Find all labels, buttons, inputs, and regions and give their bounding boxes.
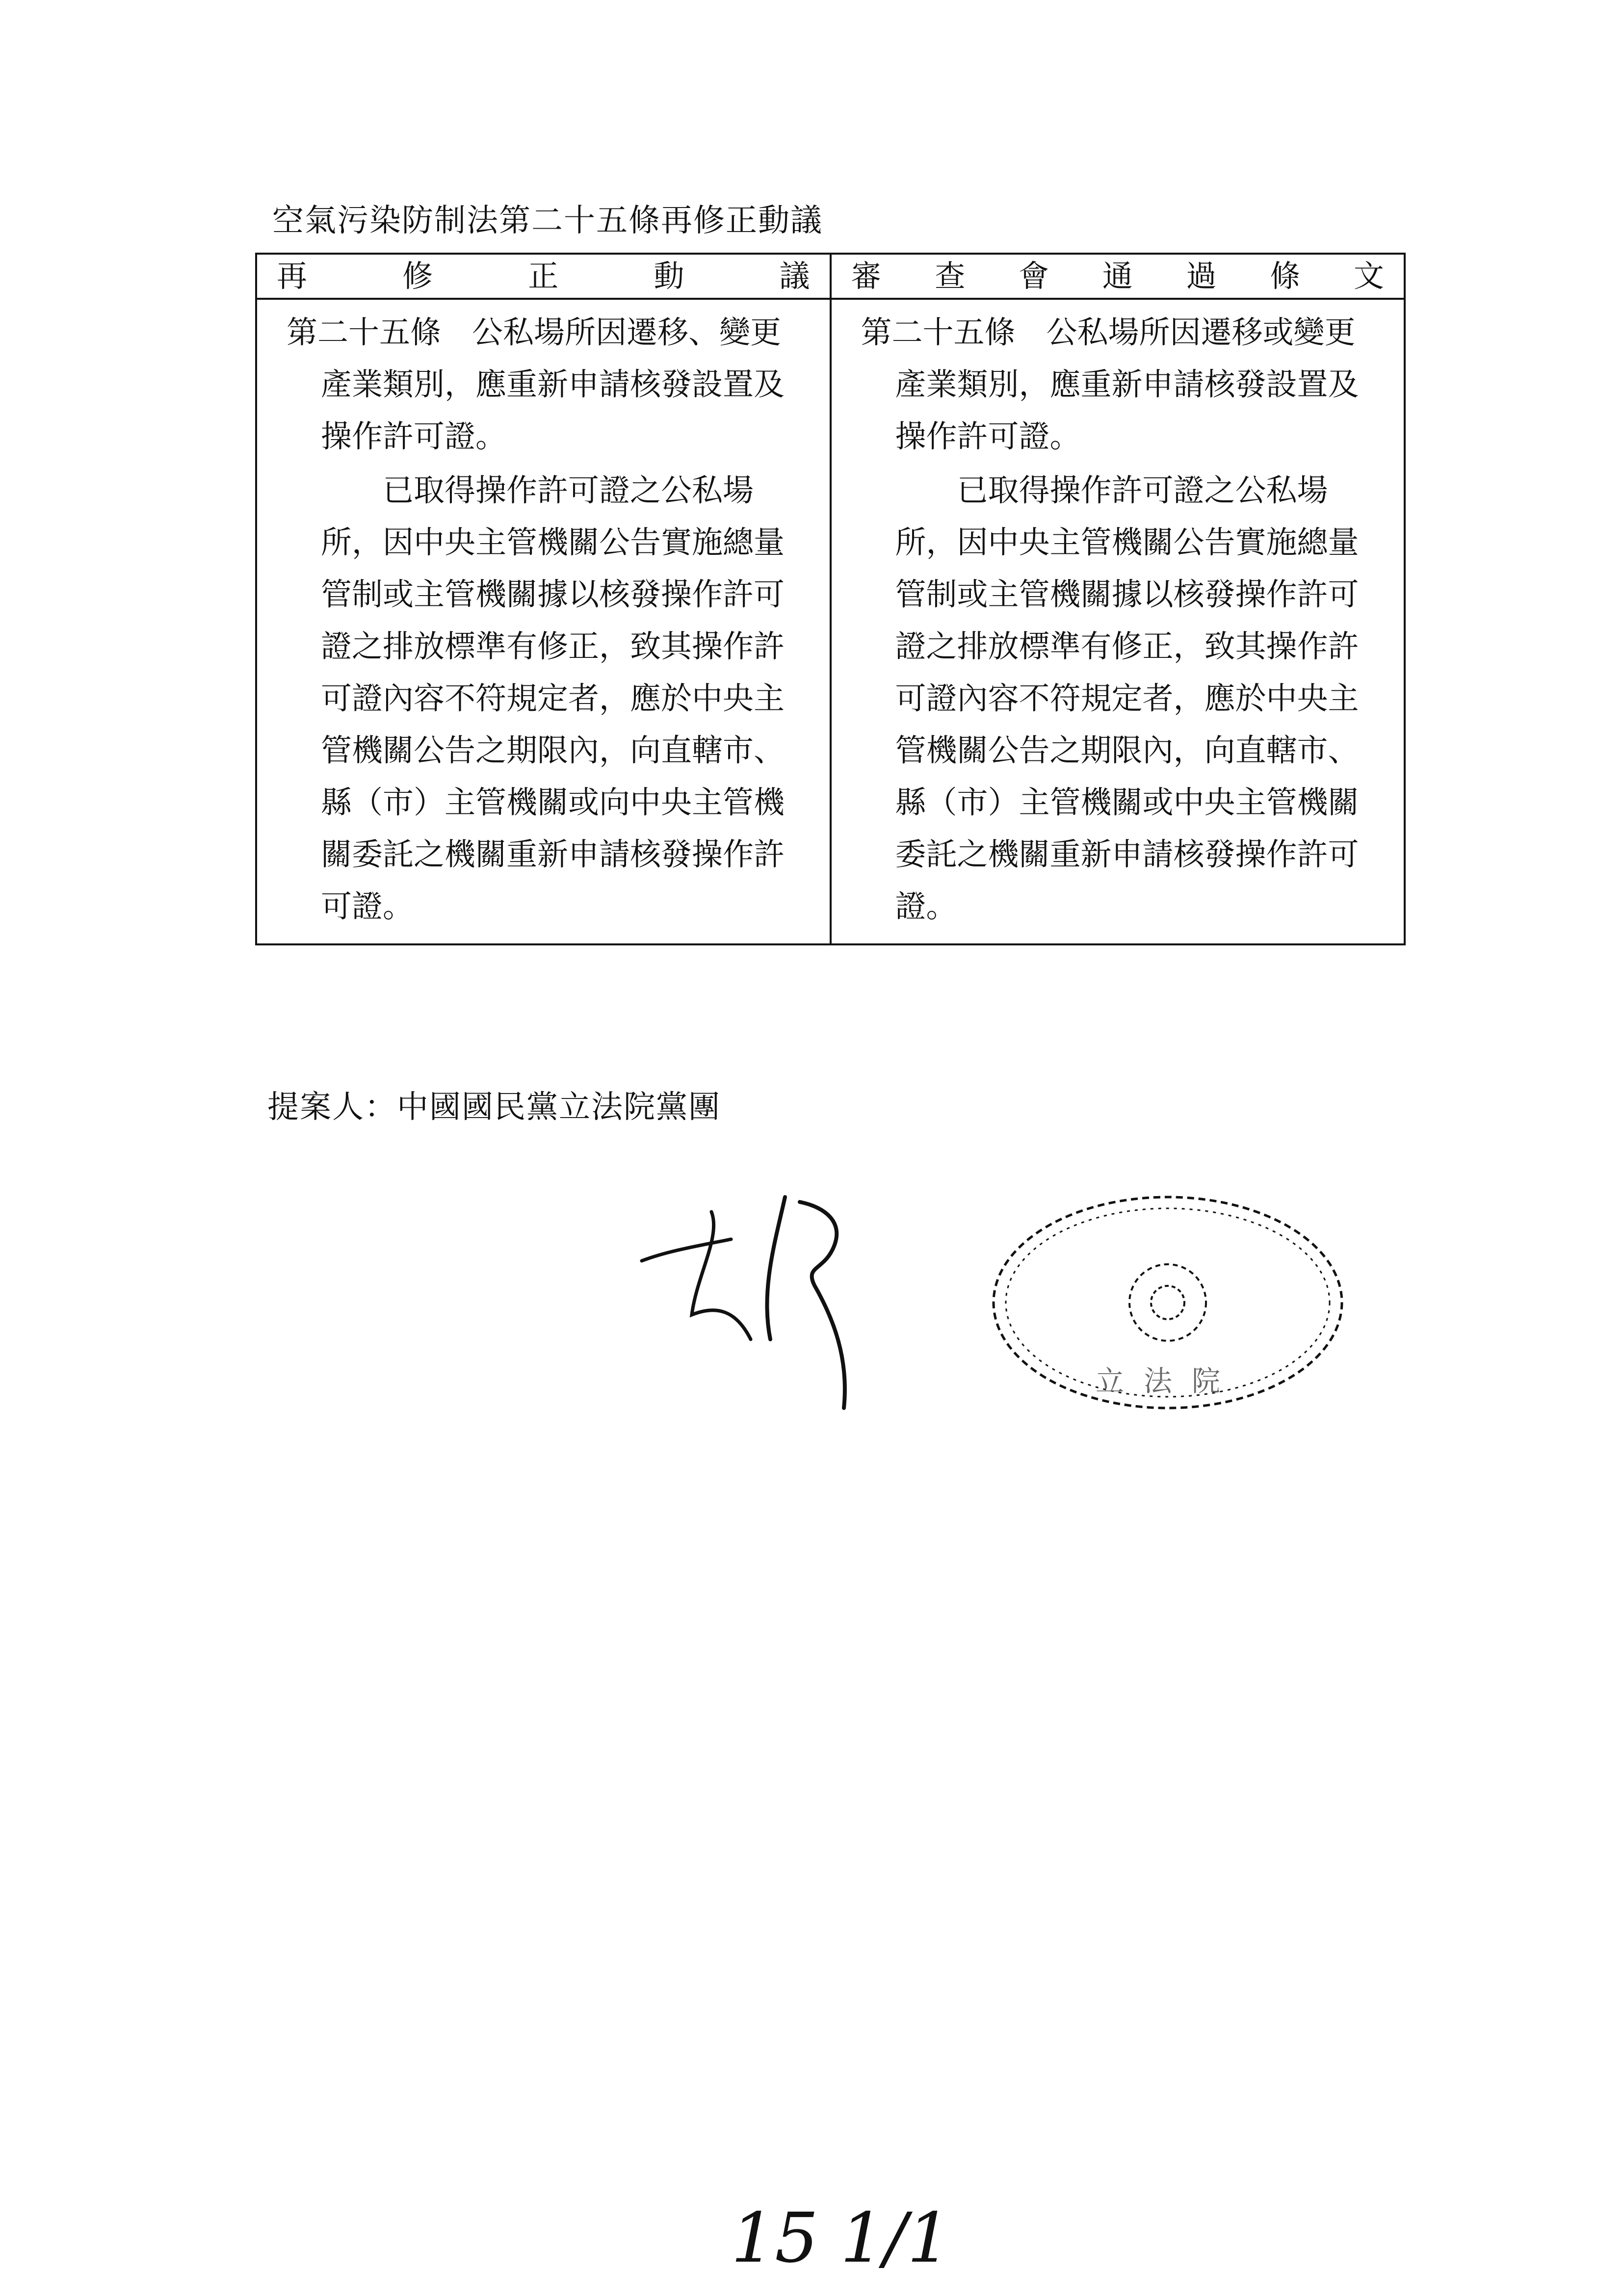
seal-text: 立法院 [1095,1364,1240,1398]
cell-committee-text [831,299,1405,944]
document-title: 空氣污染防制法第二十五條再修正動議 [272,203,823,239]
page-number-mark [721,2193,951,2281]
left-article-second-para: 已取得操作許可證之公私場所，因中央主管機關公告實施總量管制或主管機關據以核發操作許可證之排放標準有修正，致其操作許可證內容不符規定者，應於中央主管機關公告之期限內，向直轄市、縣（市）主管機關或向中央主管機關委託之機關重新申請核發操作許可證。 [321,472,785,924]
right-article-first-para: 第二十五條 公私場所因遷移或變更產業類別，應重新申請核發設置及操作許可證。 [861,314,1359,454]
header-committee-text: 審 查 會 通 過 條 文 [831,254,1405,299]
right-article-second-para: 已取得操作許可證之公私場所，因中央主管機關公告實施總量管制或主管機關據以核發操作許可證之排放標準有修正，致其操作許可證內容不符規定者，應於中央主管機關公告之期限內，向直轄市、縣（市）主管機關或中央主管機關委託之機關重新申請核發操作許可證。 [895,472,1359,924]
comparison-table [255,253,1406,945]
page-number-text: 15 1/1 [731,2198,951,2278]
header-revised-motion: 再 修 正 動 議 [256,254,831,299]
handwritten-signature [638,1192,913,1418]
cell-revised-motion [256,299,831,944]
table-row [256,299,1405,944]
official-seal [986,1190,1349,1415]
proposer-line: 提案人：中國國民黨立法院黨團 [267,1089,721,1125]
table-header-row [256,254,1405,299]
left-article-first-para: 第二十五條 公私場所因遷移、變更產業類別，應重新申請核發設置及操作許可證。 [287,314,785,454]
